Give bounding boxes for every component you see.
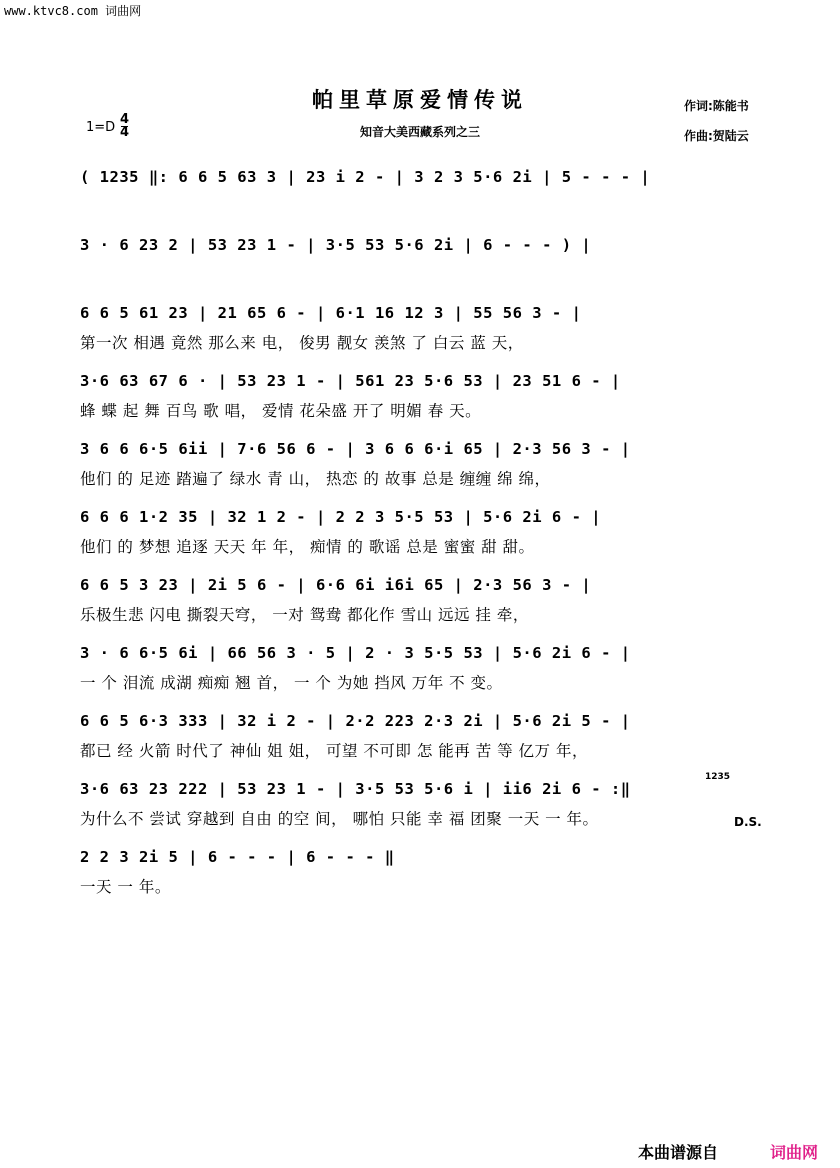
composer-credit: 作曲:贺陆云	[684, 129, 749, 143]
system-7-notes: 6 6 5 3 23 | 2i 5 6 - | 6·6 6i i6i 65 | 2·3 56 3 - |	[80, 576, 592, 594]
system-5-notes: 3 6 6 6·5 6ii | 7·6 56 6 - | 3 6 6 6·i 65 | 2·3 56 3 - |	[80, 440, 631, 458]
system-9-lyrics: 都已 经 火箭 时代了 神仙 姐 姐， 可望 不可即 怎 能再 苦 等 亿万 年，	[80, 742, 588, 760]
system-8-lyrics: 一 个 泪流 成湖 痴痴 翘 首， 一 个 为她 挡风 万年 不 变。	[80, 674, 503, 692]
system-4-notes: 3·6 63 67 6 · | 53 23 1 - | 561 23 5·6 53 | 23 51 6 - |	[80, 372, 621, 390]
series-subtitle: 知音大美西藏系列之三	[359, 125, 480, 139]
system-8-notes: 3 · 6 6·5 6i | 66 56 3 · 5 | 2 · 3 5·5 53 | 5·6 2i 6 - |	[80, 644, 631, 662]
time-signature	[120, 114, 129, 139]
system-3-notes: 6 6 5 61 23 | 21 65 6 - | 6·1 16 12 3 | 55 56 3 - |	[80, 304, 582, 322]
time-signature-bottom: 4	[120, 125, 130, 140]
system-2-notes: 3 · 6 23 2 | 53 23 1 - | 3·5 53 5·6 2i | 6 - - - ) |	[80, 236, 592, 254]
system-1-notes: ( 1235 ‖: 6 6 5 63 3 | 23 i 2 - | 3 2 3 5·6 2i | 5 - - - |	[80, 168, 651, 186]
footer-source-text: 本曲谱源自	[637, 1143, 718, 1162]
system-6-notes: 6 6 6 1·2 35 | 32 1 2 - | 2 2 3 5·5 53 | 5·6 2i 6 - |	[80, 508, 602, 526]
system-7-lyrics: 乐极生悲 闪电 撕裂天穹， 一对 鸳鸯 都化作 雪山 远远 挂 牵，	[80, 606, 529, 624]
system-11-lyrics: 一天 一 年。	[80, 878, 171, 896]
watermark: www.ktvc8.com 词曲网	[4, 4, 142, 18]
system-3-lyrics: 第一次 相遇 竟然 那么来 电， 俊男 靓女 羡煞 了 白云 蓝 天，	[80, 334, 524, 352]
system-4-lyrics: 蜂 蝶 起 舞 百鸟 歌 唱， 爱情 花朵盛 开了 明媚 春 天。	[80, 402, 482, 420]
footer-logo: 词曲网	[769, 1143, 818, 1162]
repeat-intro-notes: 1235	[705, 772, 731, 782]
system-1-lyrics	[80, 195, 762, 217]
page-title: 帕里草原爱情传说	[312, 87, 528, 112]
time-signature-top: 4	[120, 112, 130, 127]
system-2-lyrics	[80, 263, 762, 285]
system-9-notes: 6 6 5 6·3 333 | 32 i 2 - | 2·2 223 2·3 2i | 5·6 2i 5 - |	[80, 712, 631, 730]
system-10-notes: 3·6 63 23 222 | 53 23 1 - | 3·5 53 5·6 i | ii6 2i 6 - :‖	[80, 780, 631, 798]
system-11-notes: 2 2 3 2i 5 | 6 - - - | 6 - - - ‖	[80, 848, 395, 866]
system-6-lyrics: 他们 的 梦想 追逐 天天 年 年， 痴情 的 歌谣 总是 蜜蜜 甜 甜。	[80, 538, 535, 556]
da-segno-mark: D.S.	[734, 815, 762, 829]
key-signature: 1=D	[86, 120, 116, 135]
lyricist-credit: 作词:陈能书	[684, 99, 749, 113]
system-5-lyrics: 他们 的 足迹 踏遍了 绿水 青 山， 热恋 的 故事 总是 缠缠 绵 绵，	[80, 470, 551, 488]
system-10-lyrics: 为什么不 尝试 穿越到 自由 的空 间， 哪怕 只能 幸 福 团聚 一天 一 年。	[80, 810, 599, 828]
